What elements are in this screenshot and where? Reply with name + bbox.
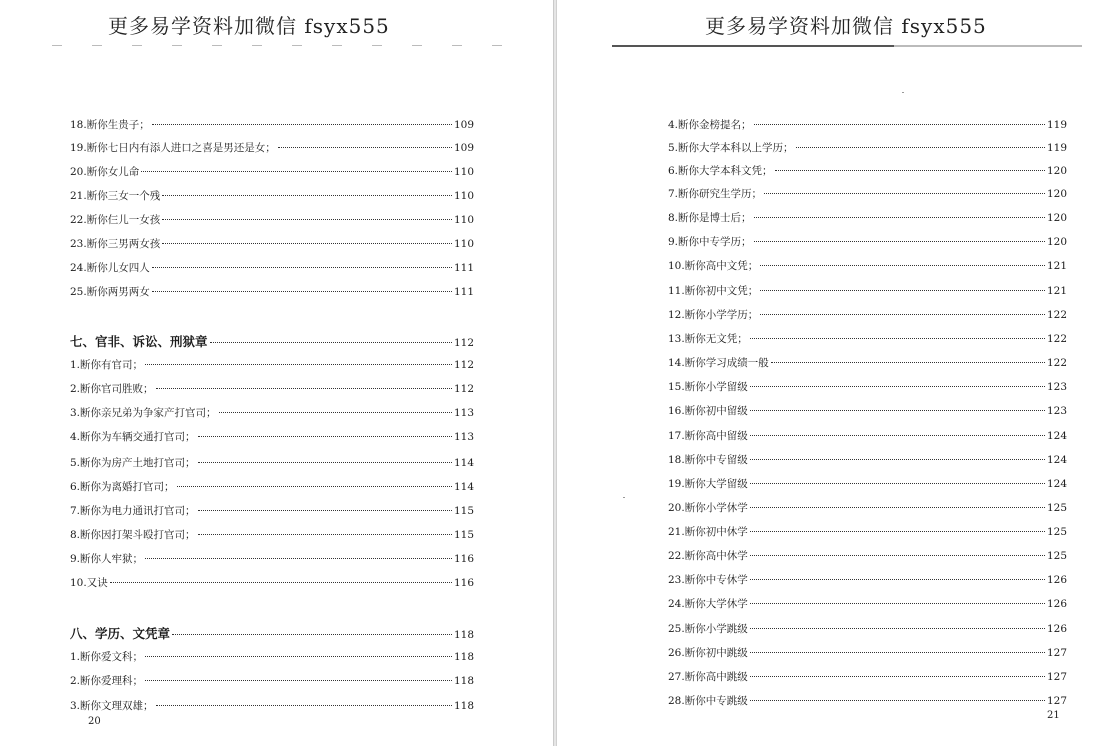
dot-leader <box>156 704 452 706</box>
toc-entry <box>668 403 1067 419</box>
toc-entry-label: 8.断你是博士后； <box>668 212 752 224</box>
dot-leader <box>145 557 452 559</box>
right-page <box>557 0 1114 746</box>
dot-leader <box>198 509 452 511</box>
toc-entry <box>668 117 1067 133</box>
toc-entry <box>70 357 474 373</box>
toc-page-number: 110 <box>453 166 474 178</box>
toc-entry-label: 16.断你初中留级 <box>668 405 748 417</box>
toc-page-number: 114 <box>453 457 474 469</box>
dot-leader <box>760 264 1045 266</box>
toc-entry <box>668 307 1067 323</box>
dot-leader <box>750 699 1045 701</box>
toc-entry-label: 18.断你生贵子； <box>70 119 150 131</box>
toc-entry <box>668 645 1067 661</box>
toc-entry <box>70 381 474 397</box>
page-number: 21 <box>1047 710 1060 721</box>
toc-entry-label: 3.断你文理双雄； <box>70 700 154 712</box>
toc-entry <box>70 212 474 228</box>
toc-entry <box>668 548 1067 564</box>
toc-entry-label: 4.断你为车辆交通打官司； <box>70 431 196 443</box>
toc-entry <box>70 429 474 445</box>
toc-page-number: 111 <box>453 262 474 274</box>
dot-leader <box>750 602 1045 604</box>
toc-entry-label: 21.断你三女一个残 <box>70 190 161 202</box>
dot-leader <box>110 581 452 583</box>
toc-entry-label: 6.断你大学本科文凭； <box>668 165 773 177</box>
toc-page-number: 110 <box>453 214 474 226</box>
toc-entry-label: 12.断你小学学历； <box>668 309 759 321</box>
dot-leader <box>750 651 1045 653</box>
toc-entry-label: 14.断你学习成绩一般 <box>668 357 769 369</box>
dot-leader <box>760 289 1045 291</box>
toc-entry-label: 23.断你中专休学 <box>668 574 748 586</box>
dot-leader <box>219 411 452 413</box>
toc-page-number: 113 <box>453 431 474 443</box>
dot-leader <box>750 554 1045 556</box>
dot-leader <box>172 633 452 635</box>
toc-entry-label: 10.又诀 <box>70 577 108 589</box>
toc-page-number: 125 <box>1046 502 1067 514</box>
toc-page-number: 126 <box>1046 598 1067 610</box>
toc-entry <box>70 698 474 714</box>
dot-leader <box>141 170 452 172</box>
dot-leader <box>198 533 452 535</box>
page-header: 更多易学资料加微信 fsyx555 <box>705 14 987 38</box>
toc-page-number: 126 <box>1046 623 1067 635</box>
toc-entry <box>70 649 474 665</box>
dot-leader <box>162 194 452 196</box>
dot-leader <box>750 578 1045 580</box>
dot-leader <box>750 434 1045 436</box>
toc-page-number: 122 <box>1046 357 1067 369</box>
toc-page-number: 112 <box>453 337 474 349</box>
toc-entry-label: 22.断你仨儿一女孩 <box>70 214 161 226</box>
toc-entry <box>70 479 474 495</box>
toc-entry <box>70 575 474 591</box>
dot-leader <box>152 123 452 125</box>
toc-entry-label: 七、官非、诉讼、刑狱章 <box>70 334 208 349</box>
toc-entry <box>668 283 1067 299</box>
dot-leader <box>750 385 1045 387</box>
dot-leader <box>750 506 1045 508</box>
toc-entry <box>70 527 474 543</box>
toc-entry-label: 19.断你大学留级 <box>668 478 748 490</box>
toc-page-number: 127 <box>1046 695 1067 707</box>
dot-leader <box>198 435 452 437</box>
toc-page-number: 118 <box>453 651 474 663</box>
toc-entry-label: 18.断你中专留级 <box>668 454 748 466</box>
dot-leader <box>145 363 452 365</box>
dot-leader <box>152 290 452 292</box>
dot-leader <box>145 655 452 657</box>
toc-entry-label: 22.断你高中休学 <box>668 550 748 562</box>
dot-leader <box>754 240 1045 242</box>
toc-entry-label: 28.断你中专跳级 <box>668 695 748 707</box>
dot-leader <box>750 409 1045 411</box>
toc-chapter-heading <box>70 332 474 348</box>
toc-entry-label: 17.断你高中留级 <box>668 430 748 442</box>
dot-leader <box>198 461 452 463</box>
toc-page-number: 120 <box>1046 188 1067 200</box>
toc-page-number: 124 <box>1046 454 1067 466</box>
toc-entry-label: 2.断你官司胜败； <box>70 383 154 395</box>
toc-page-number: 114 <box>453 481 474 493</box>
dot-leader <box>177 485 452 487</box>
toc-entry-label: 15.断你小学留级 <box>668 381 748 393</box>
dot-leader <box>278 146 452 148</box>
toc-page-number: 125 <box>1046 550 1067 562</box>
dot-leader <box>760 313 1045 315</box>
toc-entry-label: 25.断你两男两女 <box>70 286 150 298</box>
toc-page-number: 109 <box>453 142 474 154</box>
toc-page-number: 118 <box>453 700 474 712</box>
dot-leader <box>145 679 452 681</box>
toc-page-number: 121 <box>1046 260 1067 272</box>
dot-leader <box>750 337 1045 339</box>
toc-entry <box>70 260 474 276</box>
toc-page-number: 110 <box>453 190 474 202</box>
scan-speck <box>902 92 904 93</box>
dot-leader <box>775 169 1045 171</box>
toc-entry <box>668 524 1067 540</box>
toc-entry-label: 23.断你三男两女孩 <box>70 238 161 250</box>
header-rule <box>612 45 1082 47</box>
toc-page-number: 126 <box>1046 574 1067 586</box>
toc-entry-label: 9.断你人牢狱； <box>70 553 144 565</box>
toc-entry <box>668 140 1067 156</box>
dot-leader <box>750 675 1045 677</box>
toc-page-number: 116 <box>453 577 474 589</box>
toc-entry-label: 2.断你爱理科； <box>70 675 144 687</box>
toc-entry <box>668 258 1067 274</box>
toc-entry-label: 20.断你女儿命 <box>70 166 140 178</box>
toc-entry-label: 27.断你高中跳级 <box>668 671 748 683</box>
toc-entry <box>668 355 1067 371</box>
toc-page-number: 116 <box>453 553 474 565</box>
toc-page-number: 121 <box>1046 285 1067 297</box>
toc-page-number: 119 <box>1046 119 1067 131</box>
dot-leader <box>210 341 452 343</box>
toc-page-number: 123 <box>1046 381 1067 393</box>
toc-page-number: 119 <box>1046 142 1067 154</box>
dot-leader <box>750 627 1045 629</box>
toc-entry <box>70 673 474 689</box>
toc-page-number: 124 <box>1046 430 1067 442</box>
toc-page-number: 120 <box>1046 212 1067 224</box>
dot-leader <box>162 218 452 220</box>
toc-entry <box>70 164 474 180</box>
toc-page-number: 115 <box>453 529 474 541</box>
toc-entry-label: 3.断你亲兄弟为争家产打官司； <box>70 407 217 419</box>
toc-page-number: 118 <box>453 675 474 687</box>
toc-entry-label: 4.断你金榜提名； <box>668 119 752 131</box>
page-header: 更多易学资料加微信 fsyx555 <box>108 14 390 38</box>
dot-leader <box>796 146 1045 148</box>
toc-entry <box>70 140 474 156</box>
toc-entry <box>668 331 1067 347</box>
dot-leader <box>750 482 1045 484</box>
toc-entry <box>70 503 474 519</box>
toc-entry <box>668 476 1067 492</box>
toc-entry-label: 5.断你大学本科以上学历； <box>668 142 794 154</box>
toc-page-number: 109 <box>453 119 474 131</box>
left-page <box>0 0 553 746</box>
toc-entry <box>70 236 474 252</box>
toc-entry-label: 7.断你研究生学历； <box>668 188 763 200</box>
toc-entry-label: 8.断你因打架斗殴打官司； <box>70 529 196 541</box>
toc-entry <box>668 234 1067 250</box>
toc-entry <box>668 163 1067 179</box>
toc-entry <box>668 596 1067 612</box>
toc-page-number: 118 <box>453 629 474 641</box>
dot-leader <box>764 192 1045 194</box>
toc-entry <box>668 210 1067 226</box>
scan-speck <box>623 497 625 498</box>
toc-page-number: 127 <box>1046 647 1067 659</box>
toc-entry <box>668 621 1067 637</box>
toc-entry-label: 八、学历、文凭章 <box>70 626 171 641</box>
toc-entry <box>668 452 1067 468</box>
dot-leader <box>750 530 1045 532</box>
dot-leader <box>771 361 1045 363</box>
dot-leader <box>754 216 1045 218</box>
toc-page-number: 112 <box>453 383 474 395</box>
toc-entry-label: 26.断你初中跳级 <box>668 647 748 659</box>
toc-entry <box>70 117 474 133</box>
toc-entry-label: 19.断你七日内有添人进口之喜是男还是女； <box>70 142 276 154</box>
toc-page-number: 125 <box>1046 526 1067 538</box>
toc-entry-label: 1.断你爱文科； <box>70 651 144 663</box>
toc-page-number: 112 <box>453 359 474 371</box>
toc-page-number: 122 <box>1046 333 1067 345</box>
toc-entry <box>668 186 1067 202</box>
dot-leader <box>754 123 1045 125</box>
header-rule <box>52 45 502 46</box>
toc-entry-label: 5.断你为房产土地打官司； <box>70 457 196 469</box>
toc-entry-label: 9.断你中专学历； <box>668 236 752 248</box>
toc-entry-label: 10.断你高中文凭； <box>668 260 759 272</box>
toc-chapter-heading <box>70 624 474 640</box>
toc-entry <box>668 379 1067 395</box>
toc-entry <box>70 455 474 471</box>
toc-page-number: 123 <box>1046 405 1067 417</box>
page-number: 20 <box>88 716 101 727</box>
toc-entry <box>668 669 1067 685</box>
toc-entry <box>668 428 1067 444</box>
dot-leader <box>750 458 1045 460</box>
toc-page-number: 113 <box>453 407 474 419</box>
toc-page-number: 124 <box>1046 478 1067 490</box>
toc-page-number: 111 <box>453 286 474 298</box>
toc-page-number: 120 <box>1046 165 1067 177</box>
toc-entry-label: 7.断你为电力通讯打官司； <box>70 505 196 517</box>
toc-entry-label: 25.断你小学跳级 <box>668 623 748 635</box>
toc-page-number: 110 <box>453 238 474 250</box>
toc-entry <box>70 284 474 300</box>
toc-entry <box>668 572 1067 588</box>
toc-entry-label: 24.断你儿女四人 <box>70 262 150 274</box>
toc-entry <box>70 405 474 421</box>
toc-page-number: 122 <box>1046 309 1067 321</box>
toc-entry-label: 24.断你大学休学 <box>668 598 748 610</box>
toc-entry-label: 6.断你为离婚打官司； <box>70 481 175 493</box>
toc-entry-label: 21.断你初中休学 <box>668 526 748 538</box>
toc-entry-label: 1.断你有官司； <box>70 359 144 371</box>
dot-leader <box>152 266 452 268</box>
toc-entry-label: 13.断你无文凭； <box>668 333 748 345</box>
toc-entry <box>668 500 1067 516</box>
dot-leader <box>156 387 452 389</box>
toc-entry-label: 11.断你初中文凭； <box>668 285 759 297</box>
toc-entry-label: 20.断你小学休学 <box>668 502 748 514</box>
toc-page-number: 115 <box>453 505 474 517</box>
dot-leader <box>162 242 452 244</box>
toc-page-number: 120 <box>1046 236 1067 248</box>
toc-entry <box>668 693 1067 709</box>
toc-entry <box>70 188 474 204</box>
toc-entry <box>70 551 474 567</box>
toc-page-number: 127 <box>1046 671 1067 683</box>
